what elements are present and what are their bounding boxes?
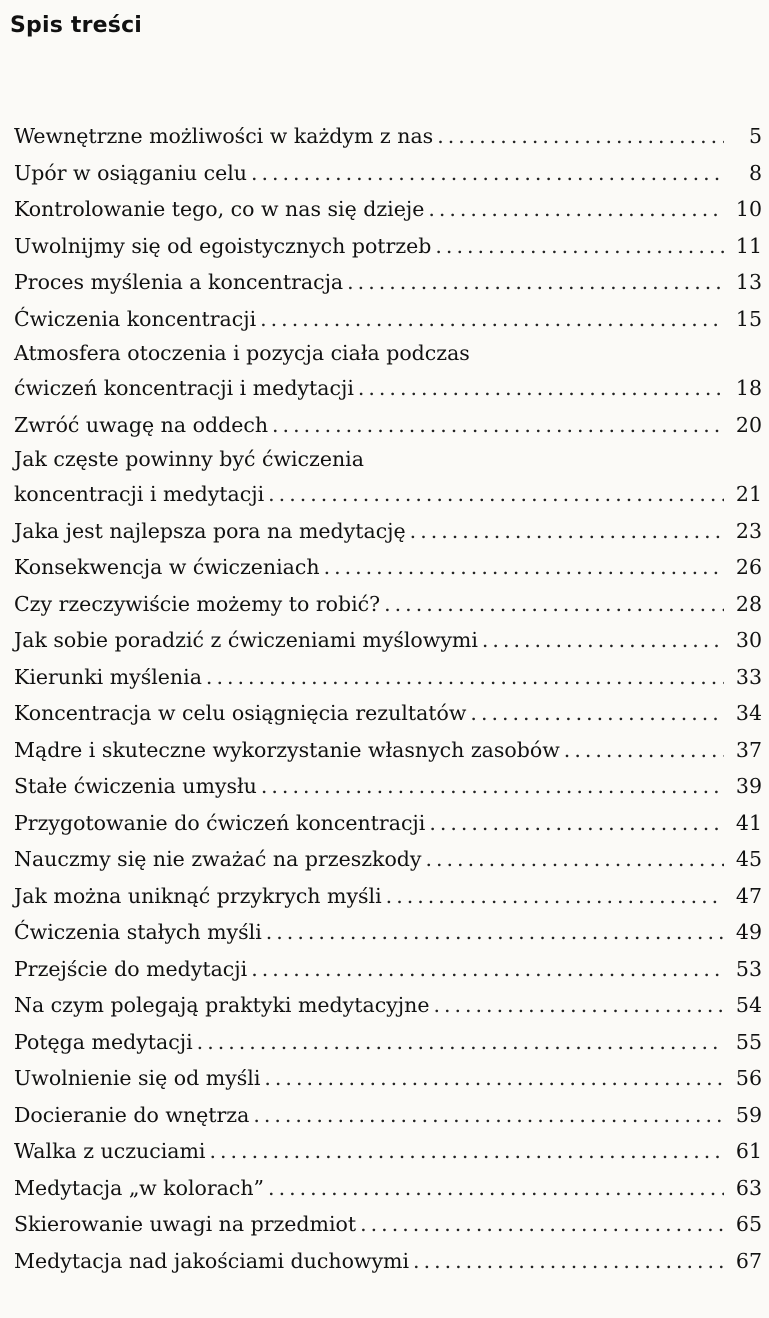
toc-entry-title: Wewnętrzne możliwości w każdym z nas xyxy=(14,124,434,148)
toc-entry-title: Skierowanie uwagi na przedmiot xyxy=(14,1212,357,1236)
toc-page-number: 63 xyxy=(735,1175,762,1200)
toc-entry xyxy=(14,914,762,951)
toc-page-number: 11 xyxy=(735,233,762,258)
toc-entry-title: Docieranie do wnętrza xyxy=(14,1102,250,1127)
toc-entry-title: Ćwiczenia stałych myśli xyxy=(14,920,262,944)
toc-page-number: 13 xyxy=(735,270,762,294)
dot-leader xyxy=(428,191,724,228)
toc-entry-title: Jak częste powinny być ćwiczenia xyxy=(14,447,364,471)
dot-leader xyxy=(347,264,724,301)
toc-page-number: 55 xyxy=(735,1029,762,1054)
dot-leader xyxy=(266,914,724,951)
toc-entry xyxy=(14,695,762,732)
toc-entry-title: Proces myślenia a koncentracja xyxy=(14,270,344,294)
toc-entry-title: Stałe ćwiczenia umysłu xyxy=(14,774,257,798)
dot-leader xyxy=(564,732,724,769)
toc-page-number: 18 xyxy=(735,376,762,400)
dot-leader xyxy=(429,805,724,842)
toc-entry xyxy=(14,1206,762,1243)
toc-entry xyxy=(14,1097,762,1134)
dot-leader xyxy=(324,549,724,586)
toc-page-number: 67 xyxy=(735,1248,762,1273)
toc-page-number: 20 xyxy=(735,412,762,437)
dot-leader xyxy=(268,476,724,513)
page-title: Spis treści xyxy=(10,13,143,38)
toc-entry-title: Kontrolowanie tego, co w nas się dzieje xyxy=(14,197,425,221)
toc-entry-title: Jak można uniknąć przykrych myśli xyxy=(14,883,382,908)
toc-page-number: 47 xyxy=(735,883,762,908)
toc-entry xyxy=(14,191,762,228)
toc-page-number: 30 xyxy=(735,628,762,652)
toc-entry xyxy=(14,370,762,407)
toc-entry xyxy=(14,228,762,265)
dot-leader xyxy=(206,659,724,696)
toc-entry xyxy=(14,264,762,301)
toc-page-number: 21 xyxy=(735,482,762,506)
toc-entry xyxy=(14,1170,762,1207)
dot-leader xyxy=(433,987,724,1024)
toc-entry-title: Medytacja nad jakościami duchowymi xyxy=(14,1248,410,1273)
toc-entry xyxy=(14,301,762,338)
toc-entry xyxy=(14,987,762,1024)
dot-leader xyxy=(268,1170,724,1207)
dot-leader xyxy=(413,1243,724,1280)
dot-leader xyxy=(435,228,724,265)
toc-entry-title: Kierunki myślenia xyxy=(14,664,202,689)
dot-leader xyxy=(482,622,724,659)
dot-leader xyxy=(437,118,724,155)
dot-leader xyxy=(410,513,724,550)
toc-entry-title: Jak sobie poradzić z ćwiczeniami myślowymi xyxy=(14,628,478,652)
toc-page-number: 23 xyxy=(735,518,762,543)
toc-entry xyxy=(14,768,762,805)
toc-page-number: 49 xyxy=(735,920,762,944)
toc-entry xyxy=(14,407,762,444)
dot-leader xyxy=(386,878,724,915)
toc-entry-title: ćwiczeń koncentracji i medytacji xyxy=(14,376,354,400)
toc-entry-title: Upór w osiąganiu celu xyxy=(14,160,247,185)
toc-entry-title: Uwolnienie się od myśli xyxy=(14,1066,261,1090)
dot-leader xyxy=(426,841,725,878)
toc-page-number: 26 xyxy=(735,555,762,579)
toc-entry xyxy=(14,549,762,586)
toc-entry-title: Uwolnijmy się od egoistycznych potrzeb xyxy=(14,233,432,258)
dot-leader xyxy=(264,1060,724,1097)
toc-entry-title: Przejście do medytacji xyxy=(14,956,248,981)
toc-entry-title: Medytacja „w kolorach” xyxy=(14,1175,265,1200)
toc-entry xyxy=(14,586,762,623)
toc-page-number: 34 xyxy=(735,701,762,725)
toc-page-number: 56 xyxy=(735,1066,762,1090)
toc-page-number: 5 xyxy=(748,124,762,148)
toc-entry xyxy=(14,878,762,915)
toc-entry xyxy=(14,118,762,155)
toc-page-number: 59 xyxy=(735,1102,762,1127)
toc-entry xyxy=(14,513,762,550)
toc-entry-title: Konsekwencja w ćwiczeniach xyxy=(14,555,320,579)
toc-entry-title: Mądre i skuteczne wykorzystanie własnych zasobów xyxy=(14,737,560,762)
dot-leader xyxy=(260,301,724,338)
dot-leader xyxy=(358,370,724,407)
toc-page-number: 15 xyxy=(735,306,762,331)
toc-entry-title: Walka z uczuciami xyxy=(14,1139,206,1163)
toc-entry-title: Koncentracja w celu osiągnięcia rezultatów xyxy=(14,701,467,725)
toc-entry xyxy=(14,1133,762,1170)
toc-page-number: 54 xyxy=(735,993,762,1017)
toc-page-number: 41 xyxy=(735,810,762,835)
toc-entry xyxy=(14,732,762,769)
dot-leader xyxy=(261,768,724,805)
toc-entry xyxy=(14,951,762,988)
toc-entry xyxy=(14,1024,762,1061)
toc-page-number: 28 xyxy=(735,591,762,616)
dot-leader xyxy=(251,951,724,988)
toc-entry-title: koncentracji i medytacji xyxy=(14,482,265,506)
dot-leader xyxy=(272,407,724,444)
dot-leader xyxy=(470,695,724,732)
dot-leader xyxy=(210,1133,725,1170)
toc-entry-title-line xyxy=(14,337,762,370)
toc-entry-title-line xyxy=(14,443,762,476)
toc-entry-title: Zwróć uwagę na oddech xyxy=(14,412,269,437)
toc-page-number: 39 xyxy=(735,774,762,798)
toc-entry xyxy=(14,622,762,659)
toc-entry-title: Atmosfera otoczenia i pozycja ciała podczas xyxy=(14,341,470,365)
toc-entry-title: Potęga medytacji xyxy=(14,1029,193,1054)
toc-entry-title: Na czym polegają praktyki medytacyjne xyxy=(14,993,430,1017)
dot-leader xyxy=(251,155,724,192)
dot-leader xyxy=(253,1097,724,1134)
toc-page-number: 65 xyxy=(735,1212,762,1236)
table-of-contents xyxy=(14,118,762,1279)
toc-page-number: 53 xyxy=(735,956,762,981)
dot-leader xyxy=(360,1206,724,1243)
toc-page-number: 45 xyxy=(735,847,762,871)
toc-entry xyxy=(14,805,762,842)
toc-entry xyxy=(14,476,762,513)
toc-entry-title: Ćwiczenia koncentracji xyxy=(14,306,257,331)
toc-entry-title: Przygotowanie do ćwiczeń koncentracji xyxy=(14,810,426,835)
toc-page-number: 37 xyxy=(735,737,762,762)
toc-page-number: 10 xyxy=(735,197,762,221)
dot-leader xyxy=(384,586,724,623)
toc-page-number: 8 xyxy=(748,160,762,185)
toc-entry-title: Czy rzeczywiście możemy to robić? xyxy=(14,591,381,616)
dot-leader xyxy=(197,1024,724,1061)
toc-entry xyxy=(14,1060,762,1097)
toc-entry-title: Jaka jest najlepsza pora na medytację xyxy=(14,518,406,543)
toc-entry xyxy=(14,841,762,878)
toc-page-number: 33 xyxy=(735,664,762,689)
toc-entry xyxy=(14,1243,762,1280)
toc-entry-title: Nauczmy się nie zważać na przeszkody xyxy=(14,847,422,871)
toc-entry xyxy=(14,155,762,192)
toc-page-number: 61 xyxy=(735,1139,762,1163)
toc-entry xyxy=(14,659,762,696)
